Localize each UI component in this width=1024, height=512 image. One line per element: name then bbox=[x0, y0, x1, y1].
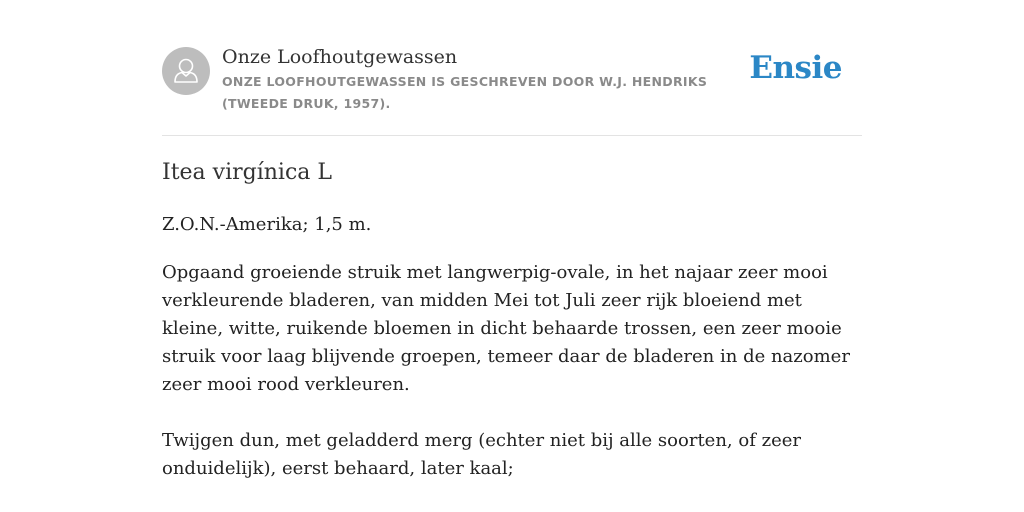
book-subtitle: ONZE LOOFHOUTGEWASSEN IS GESCHREVEN DOOR W.J. HENDRIKS (TWEEDE DRUK, 1957). bbox=[222, 74, 708, 111]
entry-paragraph: Opgaand groeiende struik met langwerpig-ovale, in het najaar zeer mooi verkleurende bladeren, van midden Mei tot Juli zeer rijk bloeiend met kleine, witte, ruikende bloemen in dicht behaarde trossen, een zeer mooie struik voor laag blijvende groepen, temeer daar de bladeren in de nazomer zeer mooi rood verkleuren. bbox=[162, 262, 850, 395]
entry-paragraph: Twijgen dun, met geladderd merg (echter niet bij alle soorten, of zeer onduidelijk), eerst behaard, later kaal; bbox=[162, 430, 801, 479]
page-content bbox=[162, 0, 862, 479]
user-silhouette-icon bbox=[162, 47, 210, 95]
book-title[interactable]: Onze Loofhoutgewassen bbox=[222, 46, 458, 68]
entry-meta: Z.O.N.-Amerika; 1,5 m. bbox=[162, 214, 372, 235]
entry-title: Itea virgínica L bbox=[162, 160, 333, 185]
book-header bbox=[162, 0, 862, 136]
entry-body bbox=[162, 259, 862, 511]
ensie-logo[interactable]: Ensie bbox=[749, 50, 842, 86]
